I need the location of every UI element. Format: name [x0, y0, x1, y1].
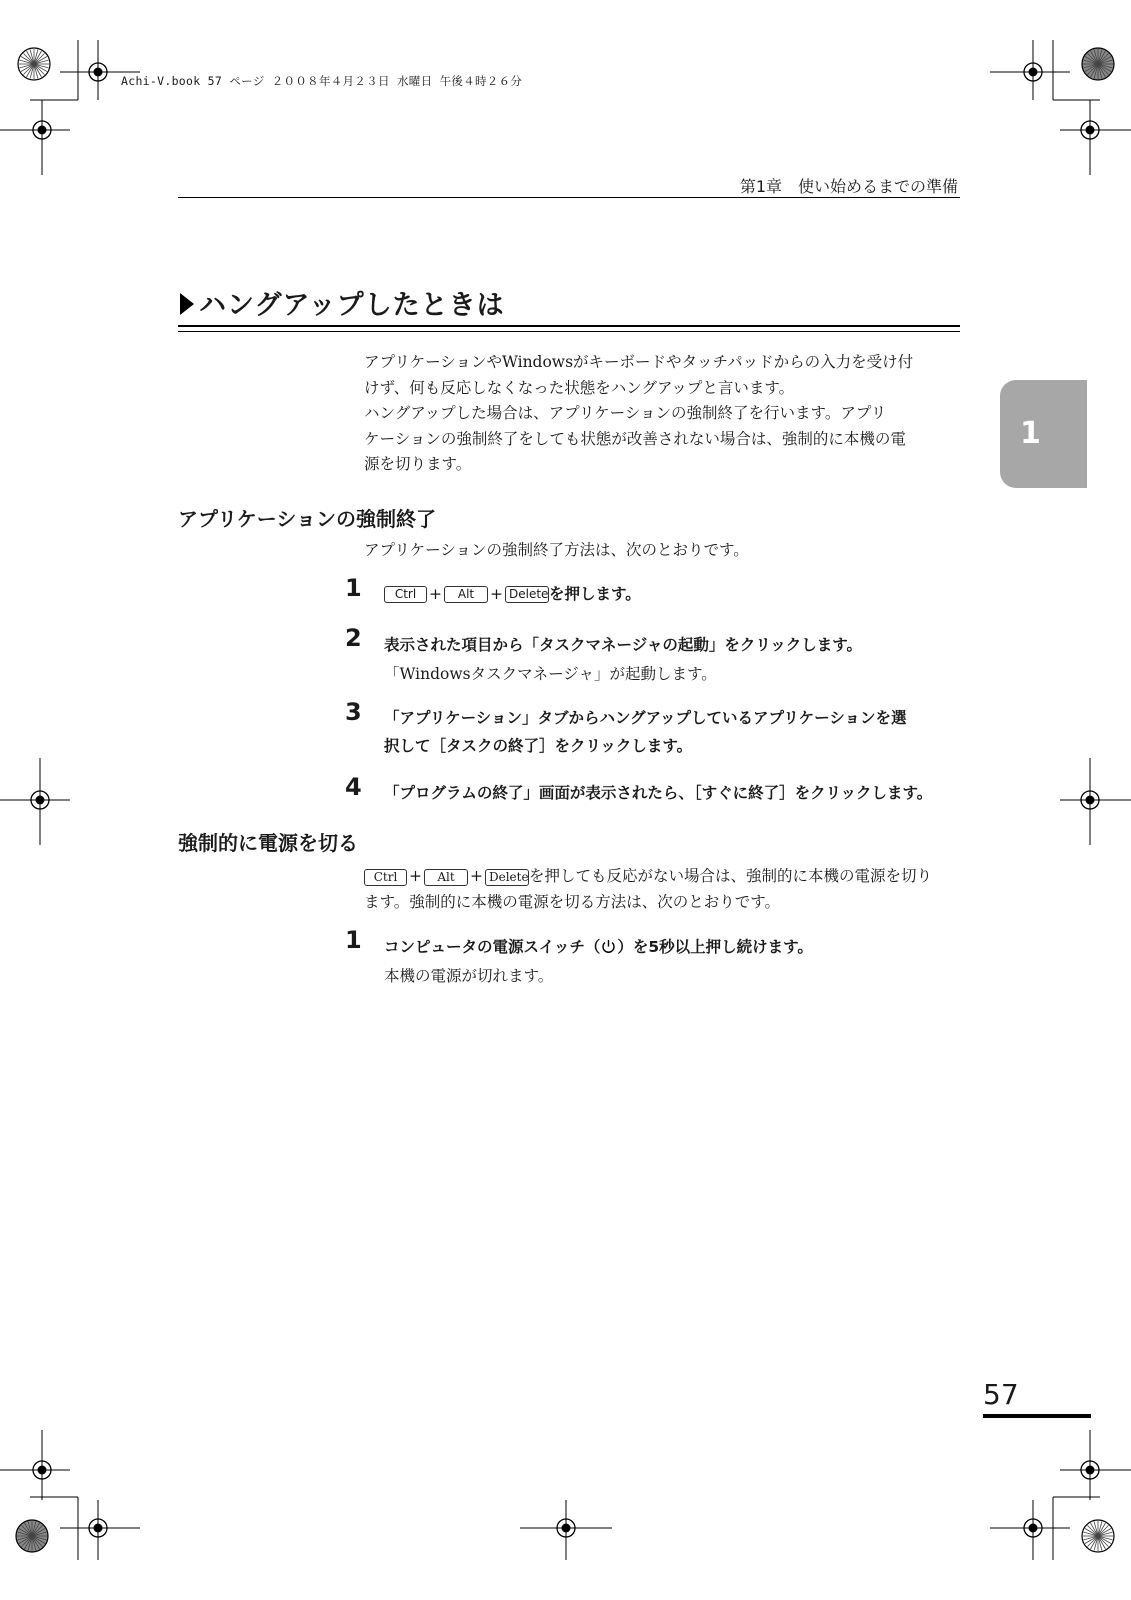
power-step-note: 本機の電源が切れます。	[384, 967, 554, 985]
description-text: を押しても反応がない場合は、強制的に本機の電源を切り	[529, 867, 933, 885]
delete-key: Delete	[485, 869, 529, 886]
step-3-instruction-line: 「アプリケーション」タブからハングアップしているアプリケーションを選	[384, 709, 907, 727]
step-number: 4	[345, 773, 362, 801]
step-text: を押します。	[549, 585, 641, 603]
step-number: 3	[345, 698, 362, 726]
plus-sign: +	[409, 867, 422, 885]
page-number-rule	[983, 1414, 1091, 1418]
step-4-instruction: 「プログラムの終了」画面が表示されたら、［すぐに終了］をクリックします。	[384, 784, 933, 802]
chapter-tab-number: 1	[1020, 416, 1041, 451]
subsection-description-line	[364, 864, 932, 886]
step-1-instruction	[384, 582, 641, 604]
plus-sign: +	[429, 585, 442, 603]
section-title-text: ハングアップしたときは	[199, 290, 505, 321]
plus-sign: +	[490, 585, 503, 603]
subsection-heading-power-off: 強制的に電源を切る	[178, 831, 358, 855]
triangle-bullet-icon	[180, 293, 194, 315]
page-number: 57	[983, 1378, 1019, 1411]
chapter-tab	[1000, 380, 1087, 488]
ctrl-key: Ctrl	[364, 869, 407, 886]
step-number: 1	[345, 926, 362, 954]
delete-key: Delete	[505, 586, 549, 603]
subsection-heading-force-quit: アプリケーションの強制終了	[178, 507, 436, 531]
book-slug: Achi-V.book 57 ページ ２００８年４月２３日 水曜日 午後４時２６分	[121, 74, 523, 88]
plus-sign: +	[470, 867, 483, 885]
power-icon	[600, 938, 617, 955]
running-head-text: 第1章 使い始めるまでの準備	[739, 177, 958, 196]
step-2-instruction: 表示された項目から「タスクマネージャの起動」をクリックします。	[384, 636, 863, 654]
step-number: 2	[345, 624, 362, 652]
ctrl-key: Ctrl	[384, 586, 427, 603]
title-rule	[178, 325, 960, 327]
power-step-instruction	[384, 935, 813, 957]
step-3-instruction-line: 択して［タスクの終了］をクリックします。	[384, 737, 693, 755]
intro-line: アプリケーションやWindowsがキーボードやタッチパッドからの入力を受け付	[364, 353, 914, 371]
intro-line: けず、何も反応しなくなった状態をハングアップと言います。	[364, 378, 795, 397]
step-text: ）を5秒以上押し続けます。	[617, 938, 813, 956]
title-rule-thin	[178, 331, 960, 332]
alt-key: Alt	[424, 869, 468, 886]
step-text: コンピュータの電源スイッチ（	[384, 938, 601, 956]
running-head	[178, 174, 960, 198]
section-title	[178, 283, 960, 325]
intro-text	[364, 350, 964, 478]
subsection-description-line: ます。強制的に本機の電源を切る方法は、次のとおりです。	[364, 893, 781, 911]
subsection-description: アプリケーションの強制終了方法は、次のとおりです。	[364, 541, 749, 559]
intro-line: ハングアップした場合は、アプリケーションの強制終了を行います。アプリ	[364, 404, 887, 422]
alt-key: Alt	[444, 586, 488, 603]
intro-line: 源を切ります。	[364, 455, 472, 473]
step-2-note: 「Windowsタスクマネージャ」が起動します。	[384, 665, 717, 683]
intro-line: ケーションの強制終了をしても状態が改善されない場合は、強制的に本機の電	[364, 429, 906, 448]
step-number: 1	[345, 574, 362, 602]
